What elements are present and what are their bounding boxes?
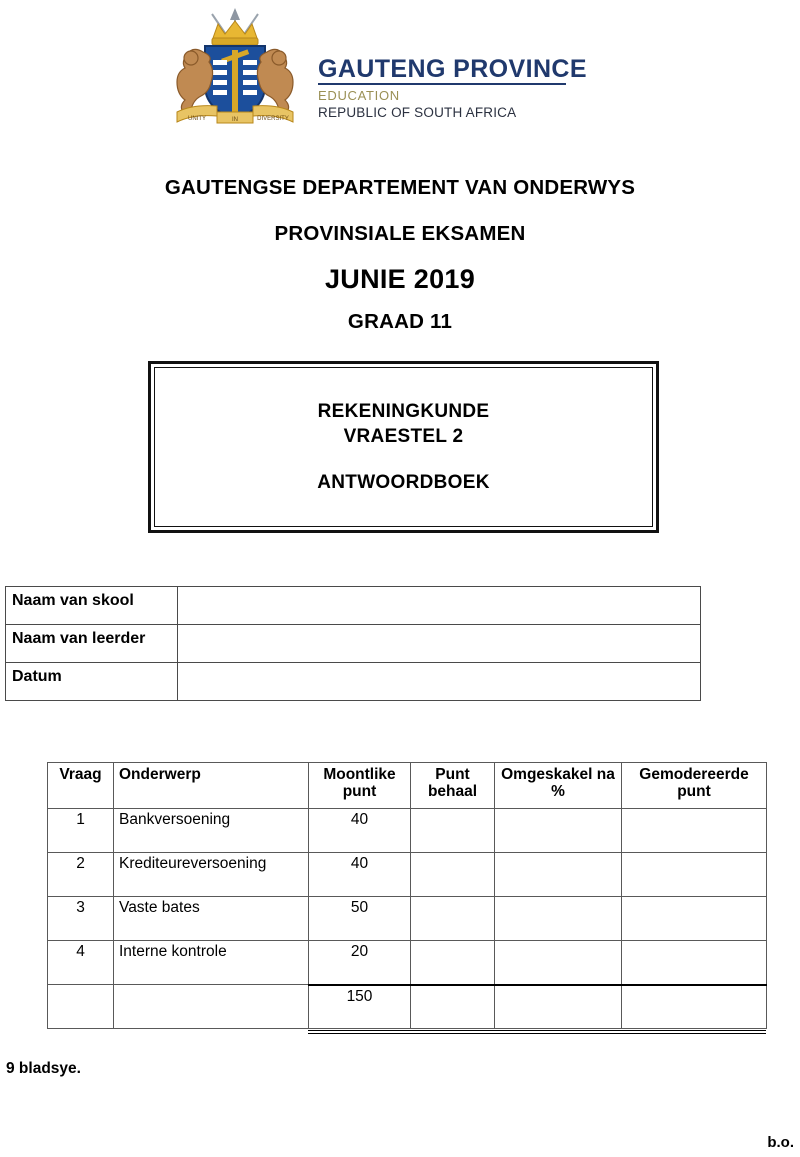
- subject-box-inner-border: [154, 367, 653, 527]
- paper-number: VRAESTEL 2: [343, 426, 464, 448]
- heading-grade: GRAAD 11: [347, 310, 453, 333]
- gauteng-coat-of-arms-icon: [155, 8, 315, 136]
- cell-gemodereerde[interactable]: [622, 853, 767, 897]
- total-cell-vraag: [48, 985, 114, 1029]
- header-gemodereerde: Gemodereerde punt: [622, 763, 767, 809]
- table-row: [48, 941, 767, 985]
- cell-onderwerp: Krediteureversoening: [114, 853, 309, 897]
- gauteng-wordmark: [318, 56, 618, 121]
- cell-gemodereerde[interactable]: [622, 809, 767, 853]
- cell-gemodereerde[interactable]: [622, 897, 767, 941]
- field-learner-name[interactable]: [178, 625, 701, 663]
- header-vraag: Vraag: [48, 763, 114, 809]
- cell-onderwerp: Interne kontrole: [114, 941, 309, 985]
- document-headings: [0, 176, 800, 334]
- cell-punt-behaal[interactable]: [411, 853, 495, 897]
- field-date[interactable]: [178, 663, 701, 701]
- header-omgeskakel: Omgeskakel na %: [495, 763, 622, 809]
- header-moontlike-punt: Moontlike punt: [309, 763, 411, 809]
- marks-summary-table: [47, 762, 767, 1029]
- label-learner-name: Naam van leerder: [6, 625, 178, 663]
- page-count-note: 9 bladsye.: [6, 1060, 81, 1077]
- cell-vraag: 1: [48, 809, 114, 853]
- marks-table-body: [48, 809, 767, 1029]
- table-row: [6, 587, 701, 625]
- header-punt-behaal: Punt behaal: [411, 763, 495, 809]
- total-cell-punt-behaal[interactable]: [411, 985, 495, 1029]
- wordmark-underline: [318, 83, 566, 85]
- wordmark-country: REPUBLIC OF SOUTH AFRICA: [318, 104, 517, 120]
- marks-table-header-row: [48, 763, 767, 809]
- table-row: [6, 663, 701, 701]
- label-date: Datum: [6, 663, 178, 701]
- subject-name: REKENINGKUNDE: [317, 401, 490, 423]
- cell-omgeskakel[interactable]: [495, 809, 622, 853]
- header-onderwerp: Onderwerp: [114, 763, 309, 809]
- cell-punt-behaal[interactable]: [411, 809, 495, 853]
- total-cell-omgeskakel[interactable]: [495, 985, 622, 1029]
- total-cell-onderwerp: [114, 985, 309, 1029]
- cell-gemodereerde[interactable]: [622, 941, 767, 985]
- label-school-name: Naam van skool: [6, 587, 178, 625]
- field-school-name[interactable]: [178, 587, 701, 625]
- marks-total-double-rule: [308, 1030, 766, 1034]
- table-row: [6, 625, 701, 663]
- cell-punt-behaal[interactable]: [411, 941, 495, 985]
- cell-moontlike: 50: [309, 897, 411, 941]
- heading-department: GAUTENGSE DEPARTEMENT VAN ONDERWYS: [164, 176, 636, 199]
- table-row: [48, 853, 767, 897]
- candidate-details-table: [5, 586, 701, 701]
- cell-moontlike: 40: [309, 809, 411, 853]
- table-row: [48, 897, 767, 941]
- wordmark-province: GAUTENG PROVINCE: [318, 55, 587, 83]
- motto-left-text: UNITY: [188, 116, 206, 122]
- cell-onderwerp: Bankversoening: [114, 809, 309, 853]
- total-cell-moontlike: 150: [309, 985, 411, 1029]
- wordmark-education: EDUCATION: [318, 88, 400, 104]
- cell-vraag: 4: [48, 941, 114, 985]
- cell-vraag: 2: [48, 853, 114, 897]
- cell-punt-behaal[interactable]: [411, 897, 495, 941]
- cell-omgeskakel[interactable]: [495, 897, 622, 941]
- motto-center-text: IN: [232, 117, 238, 123]
- marks-table-head: [48, 763, 767, 809]
- table-row: [48, 809, 767, 853]
- subject-box: [148, 361, 659, 533]
- turn-over-note: b.o.: [767, 1134, 794, 1151]
- cell-vraag: 3: [48, 897, 114, 941]
- letterhead-logo-band: [0, 8, 800, 136]
- total-cell-gemodereerde[interactable]: [622, 985, 767, 1029]
- candidate-details-body: [6, 587, 701, 701]
- marks-total-row: [48, 985, 767, 1029]
- cell-omgeskakel[interactable]: [495, 853, 622, 897]
- heading-exam: PROVINSIALE EKSAMEN: [274, 222, 526, 245]
- motto-right-text: DIVERSITY: [257, 116, 289, 122]
- cell-omgeskakel[interactable]: [495, 941, 622, 985]
- cell-moontlike: 40: [309, 853, 411, 897]
- heading-date: JUNIE 2019: [324, 264, 476, 294]
- cell-onderwerp: Vaste bates: [114, 897, 309, 941]
- cell-moontlike: 20: [309, 941, 411, 985]
- booklet-type: ANTWOORDBOEK: [317, 471, 490, 493]
